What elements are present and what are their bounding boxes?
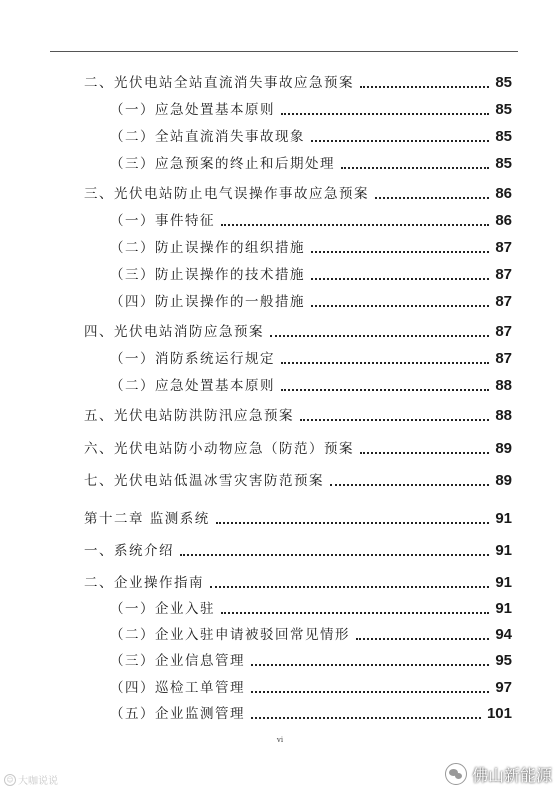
toc-entry-label: 三、光伏电站防止电气误操作事故应急预案	[84, 186, 369, 202]
watermark-left-text: 大咖说说	[18, 776, 58, 787]
toc-entry-label: （四）巡检工单管理	[110, 680, 245, 696]
toc-entry[interactable]	[84, 405, 512, 427]
dot-leader	[300, 419, 489, 421]
toc-entry[interactable]	[110, 650, 512, 672]
header-rule	[50, 51, 518, 52]
watermark-right-text: 佛山新能源	[471, 765, 552, 785]
toc-entry-page: 88	[495, 407, 512, 424]
toc-entry-page: 86	[495, 185, 512, 202]
watermark-left	[4, 772, 58, 787]
dot-leader	[281, 113, 489, 115]
toc-chapter-entry[interactable]	[84, 508, 512, 530]
dot-leader	[360, 86, 489, 88]
dot-leader	[221, 612, 489, 614]
dot-leader	[251, 691, 489, 693]
toc-entry-label: （三）防止误操作的技术措施	[110, 267, 305, 283]
toc-entry-label: （二）应急处置基本原则	[110, 378, 275, 394]
dot-leader	[251, 717, 481, 719]
toc-entry-label: 二、企业操作指南	[84, 575, 204, 591]
toc-entry[interactable]	[110, 153, 512, 175]
toc-entry-label: （一）应急处置基本原则	[110, 102, 275, 118]
toc-entry-page: 85	[495, 101, 512, 118]
toc-entry-page: 97	[495, 679, 512, 696]
toc-entry[interactable]	[84, 470, 512, 492]
toc-entry[interactable]	[110, 99, 512, 121]
toc-entry[interactable]	[110, 375, 512, 397]
toc-entry-page: 87	[495, 239, 512, 256]
toc-entry[interactable]	[110, 291, 512, 313]
toc-entry-page: 89	[495, 472, 512, 489]
toc-entry-page: 91	[495, 542, 512, 559]
toc-entry-label: 第十二章 监测系统	[84, 511, 210, 527]
dot-leader	[360, 452, 489, 454]
toc-entry-page: 88	[495, 377, 512, 394]
toc-entry-page: 87	[495, 266, 512, 283]
toc-entry-page: 85	[495, 128, 512, 145]
toc-entry[interactable]	[84, 321, 512, 343]
dot-leader	[330, 484, 489, 486]
toc-entry-label: 七、光伏电站低温冰雪灾害防范预案	[84, 473, 324, 489]
toc-entry[interactable]	[84, 72, 512, 94]
toc-entry-label: （三）应急预案的终止和后期处理	[110, 156, 335, 172]
toc-entry-page: 86	[495, 212, 512, 229]
toc-entry-label: 二、光伏电站全站直流消失事故应急预案	[84, 75, 354, 91]
dot-leader	[281, 389, 489, 391]
toc-entry[interactable]	[84, 438, 512, 460]
dot-leader	[311, 305, 489, 307]
dot-leader	[281, 362, 489, 364]
toc-entry[interactable]	[110, 677, 512, 699]
dot-leader	[270, 335, 489, 337]
toc-entry-label: （四）防止误操作的一般措施	[110, 294, 305, 310]
toc-entry[interactable]	[110, 598, 512, 620]
toc-entry-page: 87	[495, 323, 512, 340]
toc-entry-label: （三）企业信息管理	[110, 653, 245, 669]
toc-entry-label: （二）企业入驻申请被驳回常见情形	[110, 627, 350, 643]
toc-entry[interactable]	[84, 183, 512, 205]
toc-entry[interactable]	[110, 348, 512, 370]
dot-leader	[311, 140, 489, 142]
toc-entry-label: 四、光伏电站消防应急预案	[84, 324, 264, 340]
dot-leader	[341, 167, 489, 169]
dot-leader	[311, 278, 489, 280]
toc-entry-label: （一）企业入驻	[110, 601, 215, 617]
toc-entry[interactable]	[110, 624, 512, 646]
dot-leader	[375, 197, 489, 199]
dot-leader	[180, 554, 489, 556]
toc-entry-page: 95	[495, 652, 512, 669]
toc-entry-label: （五）企业监测管理	[110, 706, 245, 722]
toc-entry-label: （一）事件特征	[110, 213, 215, 229]
toc-entry[interactable]	[84, 572, 512, 594]
toc-entry[interactable]	[110, 210, 512, 232]
toc-entry[interactable]	[84, 540, 512, 562]
watermark-logo-icon: ☺	[4, 774, 16, 786]
watermark-right	[445, 762, 552, 786]
toc-entry-page: 101	[486, 705, 512, 722]
toc-entry[interactable]	[110, 126, 512, 148]
dot-leader	[216, 522, 490, 524]
dot-leader	[311, 251, 489, 253]
toc-entry-page: 91	[495, 574, 512, 591]
toc-entry[interactable]	[110, 703, 512, 725]
toc-entry-label: 五、光伏电站防洪防汛应急预案	[84, 408, 294, 424]
dot-leader	[251, 664, 489, 666]
page-number: vi	[276, 736, 284, 744]
toc-entry[interactable]	[110, 237, 512, 259]
toc-entry-label: （一）消防系统运行规定	[110, 351, 275, 367]
toc-entry-label: 一、系统介绍	[84, 543, 174, 559]
toc-entry-page: 94	[495, 626, 512, 643]
toc-entry-label: （二）防止误操作的组织措施	[110, 240, 305, 256]
toc-entry-label: 六、光伏电站防小动物应急（防范）预案	[84, 441, 354, 457]
toc-entry-page: 91	[495, 600, 512, 617]
toc-entry-page: 85	[495, 74, 512, 91]
wechat-icon	[445, 763, 467, 785]
dot-leader	[356, 638, 489, 640]
toc-entry-label: （二）全站直流消失事故现象	[110, 129, 305, 145]
toc-entry-page: 89	[495, 440, 512, 457]
toc-entry-page: 87	[495, 293, 512, 310]
toc-entry-page: 85	[495, 155, 512, 172]
dot-leader	[221, 224, 489, 226]
toc-entry[interactable]	[110, 264, 512, 286]
toc-entry-page: 87	[495, 350, 512, 367]
toc-entry-page: 91	[495, 510, 512, 527]
dot-leader	[210, 586, 489, 588]
